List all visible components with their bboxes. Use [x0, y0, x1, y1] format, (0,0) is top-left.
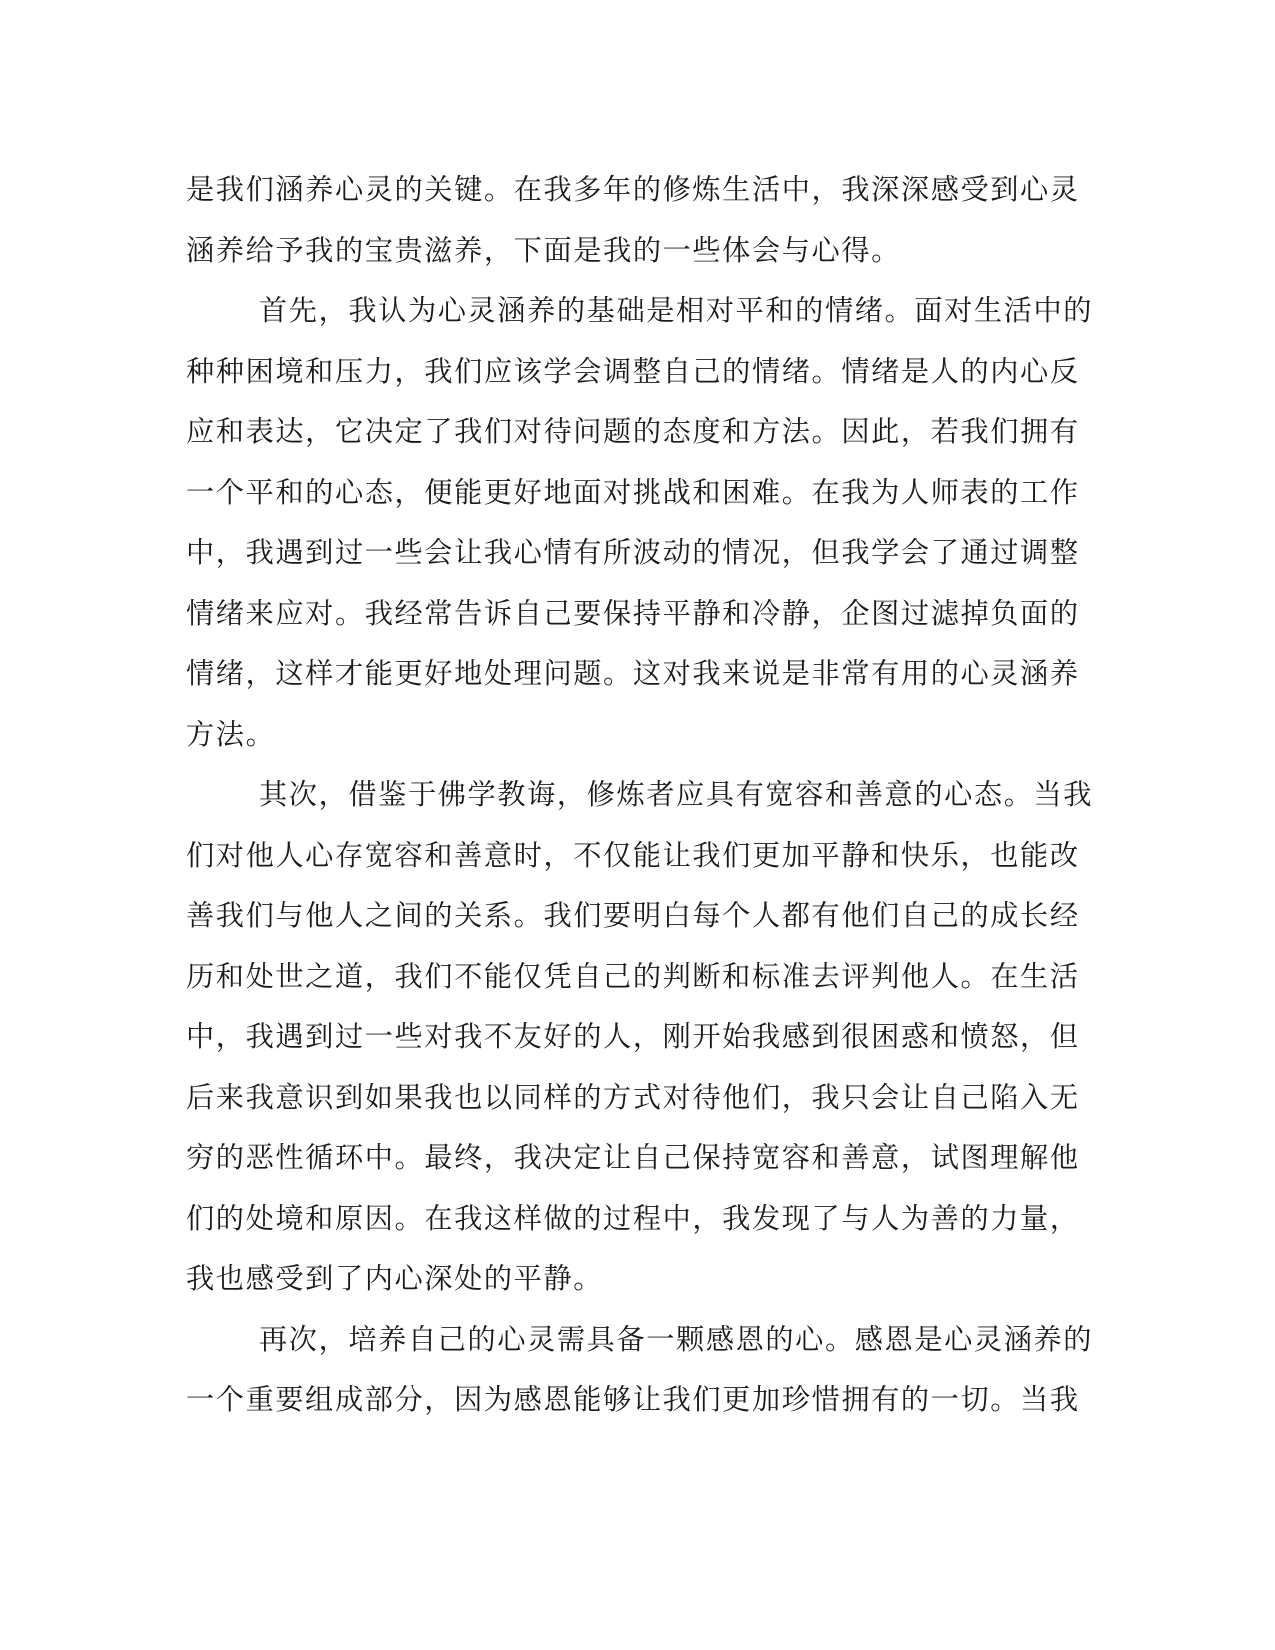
body-text [186, 160, 1094, 1431]
text-line: 穷的恶性循环中。最终，我决定让自己保持宽容和善意，试图理解他 [186, 1141, 1080, 1174]
text-line: 中，我遇到过一些会让我心情有所波动的情况，但我学会了通过调整 [186, 536, 1080, 569]
text-line: 情绪来应对。我经常告诉自己要保持平静和冷静，企图过滤掉负面的 [186, 596, 1080, 630]
text-line: 应和表达，它决定了我们对待问题的态度和方法。因此，若我们拥有 [186, 415, 1080, 448]
text-line: 历和处世之道，我们不能仅凭自己的判断和标准去评判他人。在生活 [186, 959, 1080, 993]
paragraph-start-line: 首先，我认为心灵涵养的基础是相对平和的情绪。面对生活中的 [259, 294, 1094, 327]
text-line: 一个重要组成部分，因为感恩能够让我们更加珍惜拥有的一切。当我 [186, 1383, 1080, 1416]
paragraph-start-line: 再次，培养自己的心灵需具备一颗感恩的心。感恩是心灵涵养的 [259, 1322, 1094, 1356]
paragraph-start-line: 其次，借鉴于佛学教诲，修炼者应具有宽容和善意的心态。当我 [259, 778, 1094, 811]
text-line: 是我们涵养心灵的关键。在我多年的修炼生活中，我深深感受到心灵 [186, 173, 1080, 206]
text-line: 们对他人心存宽容和善意时，不仅能让我们更加平静和快乐，也能改 [186, 838, 1080, 872]
text-line: 方法。 [186, 717, 276, 751]
text-line: 后来我意识到如果我也以同样的方式对待他们，我只会让自己陷入无 [186, 1080, 1080, 1114]
text-line: 们的处境和原因。在我这样做的过程中，我发现了与人为善的力量， [186, 1201, 1080, 1235]
text-line: 中，我遇到过一些对我不友好的人，刚开始我感到很困惑和愤怒，但 [186, 1020, 1080, 1053]
text-line: 善我们与他人之间的关系。我们要明白每个人都有他们自己的成长经 [186, 899, 1080, 932]
text-line: 情绪，这样才能更好地处理问题。这对我来说是非常有用的心灵涵养 [186, 657, 1080, 690]
text-line: 一个平和的心态，便能更好地面对挑战和困难。在我为人师表的工作 [186, 475, 1080, 509]
text-line: 涵养给予我的宝贵滋养，下面是我的一些体会与心得。 [186, 233, 901, 267]
text-line: 我也感受到了内心深处的平静。 [186, 1262, 604, 1295]
text-line: 种种困境和压力，我们应该学会调整自己的情绪。情绪是人的内心反 [186, 354, 1080, 388]
